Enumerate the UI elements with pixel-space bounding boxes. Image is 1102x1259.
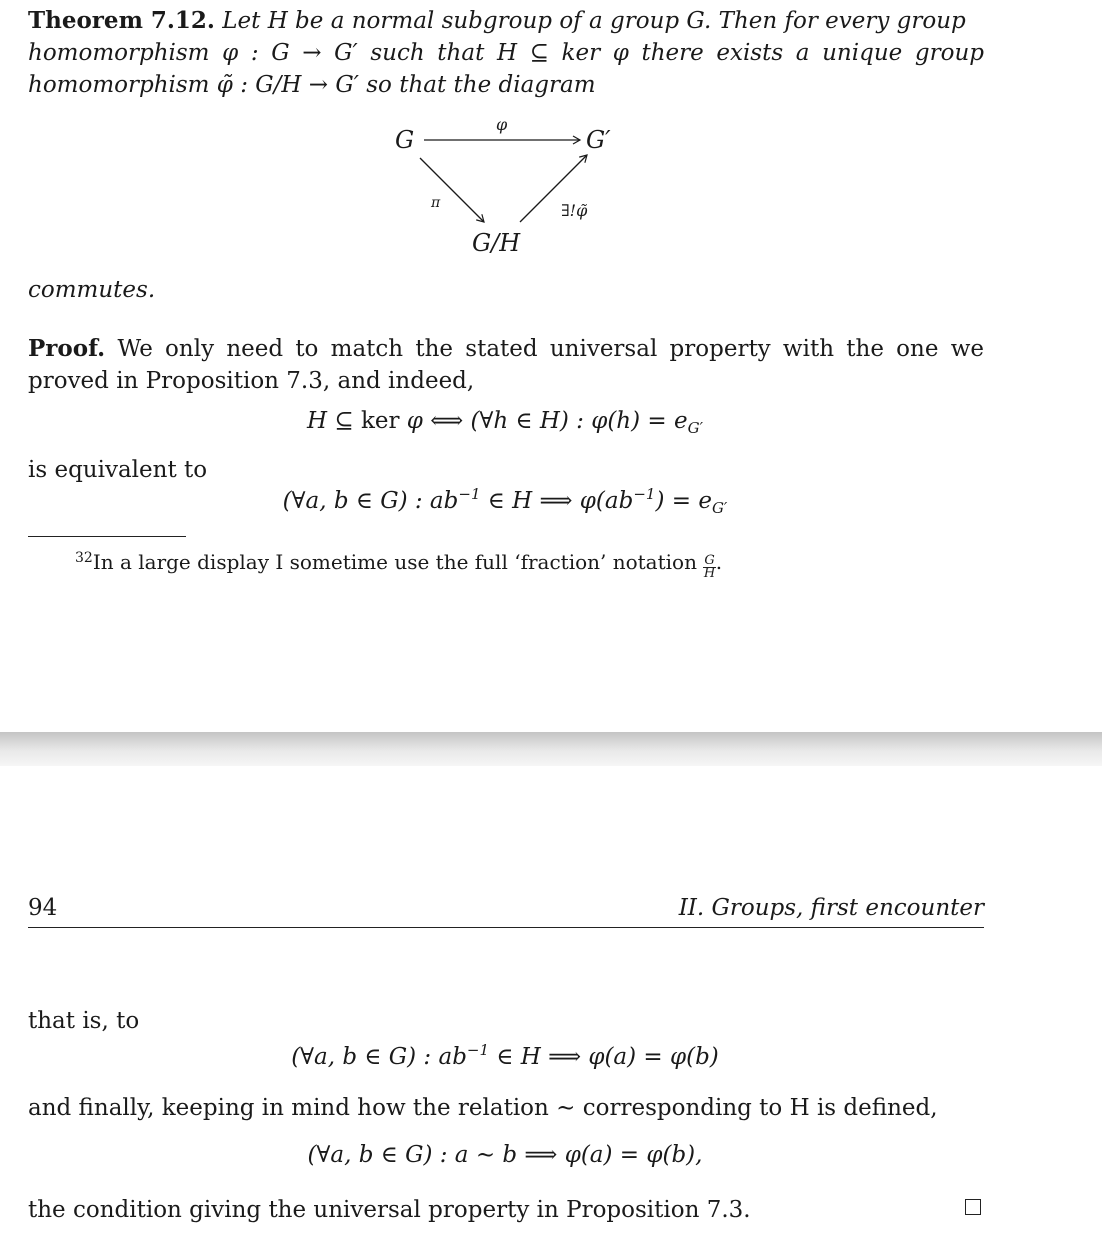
equation-coset-condition: (∀a, b ∈ G) : $ab^{-1}$ ∈ H ⟹ $\varphi(ab^{-1}) = e_{G'}$ <box>282 485 728 517</box>
footnote-text: In a large display I sometime use the full ‘fraction’ notation <box>92 550 697 574</box>
footnote-marker: 32 <box>75 550 93 566</box>
theorem-line-3: homomorphism φ̃ : G/H → G′ so that the diagram <box>28 72 596 98</box>
diagram-node-g: G <box>395 126 415 154</box>
theorem-line-1: Let H be a normal subgroup of a group G. Then for every group <box>222 8 966 34</box>
proof-line-1-block <box>28 332 984 366</box>
theorem-statement <box>28 4 984 38</box>
theorem-label: Theorem 7.12. <box>28 7 215 34</box>
diagram-label-phi: φ <box>496 115 508 134</box>
theorem-line-2: homomorphism φ : G → G′ such that H ⊆ ker φ there exists a unique group <box>28 40 984 66</box>
theorem-line-2-block <box>28 37 984 70</box>
finally-text: and finally, keeping in mind how the relation ∼ corresponding to H is defined, <box>28 1095 938 1121</box>
equation-kernel-condition: H ⊆ ker φ ⟺ (∀h ∈ H) : $\varphi(h) = e_{G'}$ <box>307 408 703 437</box>
theorem-closing: commutes. <box>28 277 156 303</box>
commutative-diagram <box>380 110 640 260</box>
proof-label: Proof. <box>28 335 106 362</box>
footnote-fraction: $\frac{G}{H}$ <box>703 553 716 581</box>
diagram-node-quotient: G/H <box>472 229 521 257</box>
diagram-label-phi-tilde: ∃!φ̃ <box>561 201 588 220</box>
equivalent-text: is equivalent to <box>28 457 208 483</box>
that-is-text: that is, to <box>28 1008 140 1034</box>
equation-equal-images: (∀a, b ∈ G) : $ab^{-1}$ ∈ H ⟹ φ(a) = φ(b) <box>291 1041 719 1070</box>
condition-text: the condition giving the universal property in Proposition 7.3. <box>28 1197 751 1223</box>
proof-line-1: We only need to match the stated universal property with the one we <box>117 336 984 362</box>
diagram-label-pi: π <box>431 195 441 211</box>
footnote-rule <box>28 536 186 537</box>
page-number: 94 <box>28 895 58 921</box>
page-separator <box>0 732 1102 766</box>
theorem-line-3-block <box>28 69 984 102</box>
diagram-arrow-pi <box>420 158 484 222</box>
footnote: $^{32}$In a large display I sometime use the full ‘fraction’ notation $\frac{G}{H}$ . <box>75 550 723 581</box>
proof-line-2: proved in Proposition 7.3, and indeed, <box>28 368 475 394</box>
diagram-node-g-prime: G′ <box>586 126 611 154</box>
qed-box <box>965 1199 981 1215</box>
equation-relation: (∀a, b ∈ G) : a ∼ b ⟹ φ(a) = φ(b), <box>307 1142 703 1168</box>
chapter-title: II. Groups, first encounter <box>678 895 984 921</box>
running-header <box>28 895 984 928</box>
